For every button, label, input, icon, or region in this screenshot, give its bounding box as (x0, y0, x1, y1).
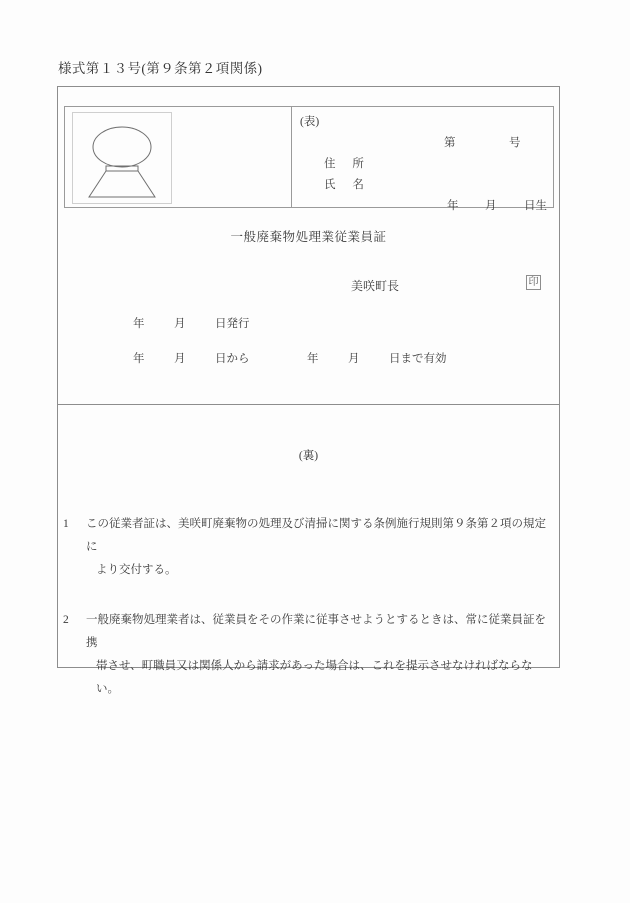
birth-month-label: 月 (485, 200, 497, 212)
birth-day-label: 日生 (524, 200, 547, 212)
name-label: 氏 名 (324, 179, 371, 191)
issue-month-label: 月 (174, 318, 186, 330)
validity-period-row (58, 350, 559, 370)
valid-to-day-label: 日まで有効 (389, 353, 447, 365)
valid-to-year-label: 年 (307, 353, 319, 365)
note-body (86, 609, 551, 701)
photo-placeholder-box (72, 112, 172, 204)
valid-to-month-label: 月 (348, 353, 360, 365)
valid-from-day-label: 日から (215, 353, 250, 365)
particulars-cell (292, 107, 553, 212)
card-front-section (58, 87, 559, 405)
number-prefix-label: 第 (444, 137, 456, 149)
note-line: より交付する。 (96, 564, 177, 576)
valid-from-year-label: 年 (133, 353, 145, 365)
valid-from-month-label: 月 (174, 353, 186, 365)
certificate-title: 一般廃棄物処理業従業員証 (230, 230, 387, 244)
certificate-card-frame (57, 86, 560, 695)
issuer-name: 美咲町長 (351, 279, 400, 293)
card-back-section (58, 405, 559, 695)
front-side-label: (表) (300, 116, 320, 128)
note-item (58, 513, 559, 582)
note-number: 1 (63, 518, 69, 530)
note-line: 帯させ、町職員又は関係人から請求があった場合は、これを提示させなければならない。 (96, 660, 533, 695)
notes-list (58, 513, 559, 728)
note-line: 一般廃棄物処理業者は、従業員をその作業に従事させようとするときは、常に従業員証を携 (86, 614, 546, 649)
address-label: 住 所 (324, 158, 371, 170)
note-body (86, 513, 551, 582)
issue-day-label: 日発行 (215, 318, 250, 330)
person-silhouette-icon (73, 113, 171, 203)
issuer-row (58, 277, 559, 299)
issue-year-label: 年 (133, 318, 145, 330)
note-item (58, 609, 559, 701)
note-line: この従業者証は、美咲町廃棄物の処理及び清掃に関する条例施行規則第９条第２項の規定に (86, 518, 546, 553)
photo-cell (65, 107, 292, 207)
number-suffix-label: 号 (509, 137, 521, 149)
seal-stamp-icon: 印 (526, 275, 541, 290)
card-header-row (64, 106, 554, 212)
issue-date-row (58, 315, 559, 335)
note-number: 2 (63, 614, 69, 626)
back-side-label: (裏) (298, 450, 319, 462)
page-title: 様式第１３号(第９条第２項関係) (58, 61, 263, 76)
birth-year-label: 年 (447, 200, 459, 212)
